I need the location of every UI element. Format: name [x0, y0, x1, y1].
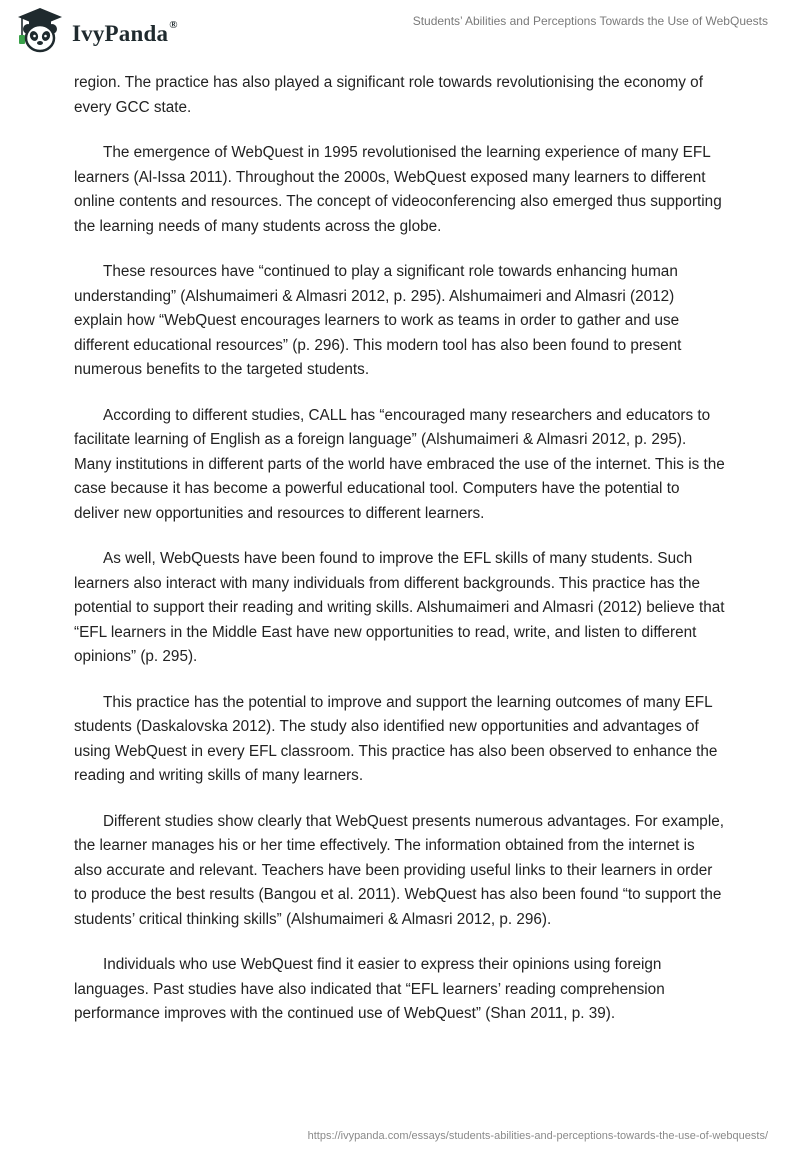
- logo[interactable]: [14, 6, 178, 54]
- brand-name: IvyPanda®: [72, 19, 178, 46]
- essay-body: [74, 71, 726, 1048]
- panda-graduate-icon: [14, 6, 66, 54]
- paragraph: Individuals who use WebQuest find it easier to express their opinions using foreign languages. Past studies have also indicated that “EFL learners’ reading comprehension performance improves with the continued use of WebQuest” (Shan 2011, p. 39).: [74, 956, 665, 1022]
- paragraph: These resources have “continued to play a significant role towards enhancing human understanding” (Alshumaimeri & Almasri 2012, p. 295). Alshumaimeri and Almasri (2012) explain how “WebQuest encourages learners to work as teams in order to gather and use different educational resources” (p. 296). This modern tool has also been found to present numerous benefits to the targeted students.: [74, 263, 682, 378]
- page-header: [0, 0, 800, 64]
- paragraph: This practice has the potential to improve and support the learning outcomes of many EFL students (Daskalovska 2012). The study also identified new opportunities and advantages of using WebQuest in every EFL classroom. This practice has also been observed to enhance the reading and writing skills of many learners.: [74, 693, 718, 784]
- source-url[interactable]: https://ivypanda.com/essays/students-abilities-and-perceptions-towards-the-use-of-webquests/: [307, 1130, 768, 1142]
- paragraph: Different studies show clearly that WebQuest presents numerous advantages. For example, the learner manages his or her time effectively. The information obtained from the internet is also accurate and relevant. Teachers have been providing useful links to their learners in order to produce the best results (Bangou et al. 2011). WebQuest has also been found “to support the students’ critical thinking skills” (Alshumaimeri & Almasri 2012, p. 296).: [74, 812, 724, 928]
- paragraph: region. The practice has also played a significant role towards revolutionising the economy of every GCC state.: [74, 74, 703, 116]
- paragraph: As well, WebQuests have been found to improve the EFL skills of many students. Such learners also interact with many individuals from different backgrounds. This practice has the potential to support their reading and writing skills. Alshumaimeri and Almasri (2012) believe that “EFL learners in the Middle East have new opportunities to read, write, and listen to different opinions” (p. 295).: [74, 550, 725, 665]
- paragraph: The emergence of WebQuest in 1995 revolutionised the learning experience of many EFL learners (Al-Issa 2011). Throughout the 2000s, WebQuest exposed many learners to different online contents and resources. The concept of videoconferencing also emerged thus supporting the learning needs of many students across the globe.: [74, 144, 722, 235]
- document-title: Students’ Abilities and Perceptions Towards the Use of WebQuests: [412, 14, 768, 28]
- paragraph: According to different studies, CALL has “encouraged many researchers and educators to facilitate learning of English as a foreign language” (Alshumaimeri & Almasri 2012, p. 295). Many institutions in different parts of the world have embraced the use of the internet. This is the case because it has become a powerful educational tool. Computers have the potential to deliver new opportunities and resources to different learners.: [74, 406, 725, 522]
